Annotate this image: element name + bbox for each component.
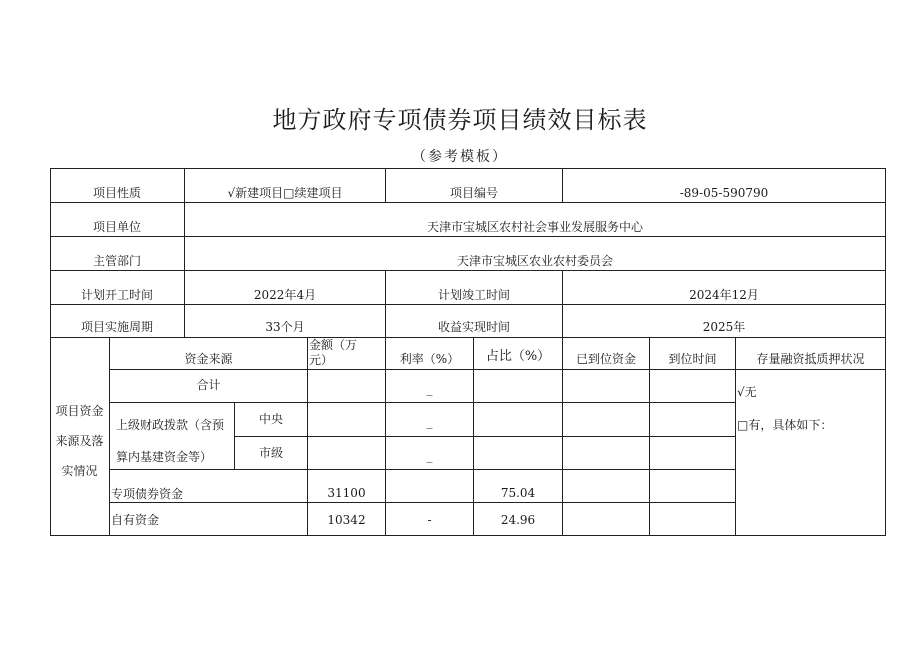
- header-arrive-time: 到位时间: [668, 352, 717, 366]
- funds-section-label-1: 项目资金: [55, 404, 104, 418]
- row-line: [50, 337, 886, 338]
- header-arrived: 已到位资金: [575, 352, 636, 366]
- project-code-label: 项目编号: [449, 186, 498, 200]
- row-line: [109, 402, 735, 403]
- header-rate: 利率（%）: [399, 352, 460, 366]
- funds-section-label-3: 实情况: [61, 464, 98, 478]
- border-right: [885, 168, 886, 536]
- end-time-label: 计划竣工时间: [437, 288, 510, 302]
- end-time-value: 2024年12月: [689, 288, 759, 302]
- header-amount-line1: 金额（万: [309, 338, 358, 352]
- superior-grant-label-2: 算内基建资金等）: [116, 450, 213, 464]
- row-line: [109, 369, 886, 370]
- total-label: 合计: [196, 378, 221, 392]
- border-bottom: [50, 535, 886, 536]
- income-time-value: 2025年: [702, 320, 746, 334]
- col-line: [473, 337, 474, 536]
- department-value: 天津市宝城区农业农村委员会: [456, 254, 613, 268]
- bond-funds-label: 专项债券资金: [111, 487, 184, 501]
- total-rate: _: [426, 382, 433, 396]
- funds-section-label-2: 来源及落: [55, 434, 104, 448]
- header-stock-status: 存量融资抵质押状况: [756, 352, 865, 366]
- col-line: [307, 337, 308, 536]
- bond-amount: 31100: [327, 486, 366, 500]
- project-nature-value: √新建项目□续建项目: [227, 186, 343, 200]
- col-line: [735, 337, 736, 536]
- department-label: 主管部门: [92, 254, 141, 268]
- page-title: 地方政府专项债券项目绩效目标表: [272, 106, 648, 134]
- stock-yes-option: □有，具体如下：: [737, 418, 833, 432]
- own-amount: 10342: [327, 513, 366, 527]
- row-line: [109, 502, 735, 503]
- header-source: 资金来源: [184, 352, 233, 366]
- project-nature-label: 项目性质: [92, 186, 141, 200]
- header-ratio: 占比（%）: [485, 349, 551, 364]
- own-ratio: 24.96: [500, 513, 536, 527]
- central-label: 中央: [258, 412, 283, 426]
- row-line: [50, 304, 886, 305]
- period-value: 33个月: [265, 320, 305, 334]
- project-code-value: -89-05-590790: [679, 186, 769, 200]
- col-line: [649, 337, 650, 536]
- row-line: [50, 202, 886, 203]
- central-rate: _: [426, 415, 433, 429]
- city-rate: _: [426, 449, 433, 463]
- col-line: [385, 337, 386, 536]
- city-label: 市级: [258, 446, 283, 460]
- page-subtitle: （参考模板）: [412, 149, 508, 165]
- bond-ratio: 75.04: [500, 486, 536, 500]
- start-time-label: 计划开工时间: [80, 288, 153, 302]
- col-line: [109, 337, 110, 536]
- superior-grant-label-1: 上级财政拨款（含预: [116, 418, 225, 432]
- header-amount-line2: 元）: [309, 353, 334, 367]
- project-unit-value: 天津市宝城区农村社会事业发展服务中心: [426, 220, 643, 234]
- own-funds-label: 自有资金: [111, 513, 160, 527]
- period-label: 项目实施周期: [80, 320, 153, 334]
- own-rate: -: [427, 513, 432, 527]
- row-line: [109, 469, 735, 470]
- start-time-value: 2022年4月: [253, 288, 317, 302]
- row-line: [50, 270, 886, 271]
- col-line: [562, 337, 563, 536]
- row-line: [234, 436, 735, 437]
- income-time-label: 收益实现时间: [437, 320, 510, 334]
- project-unit-label: 项目单位: [92, 220, 141, 234]
- stock-none-option: √无: [737, 385, 757, 399]
- row-line: [50, 236, 886, 237]
- border-top: [50, 168, 886, 169]
